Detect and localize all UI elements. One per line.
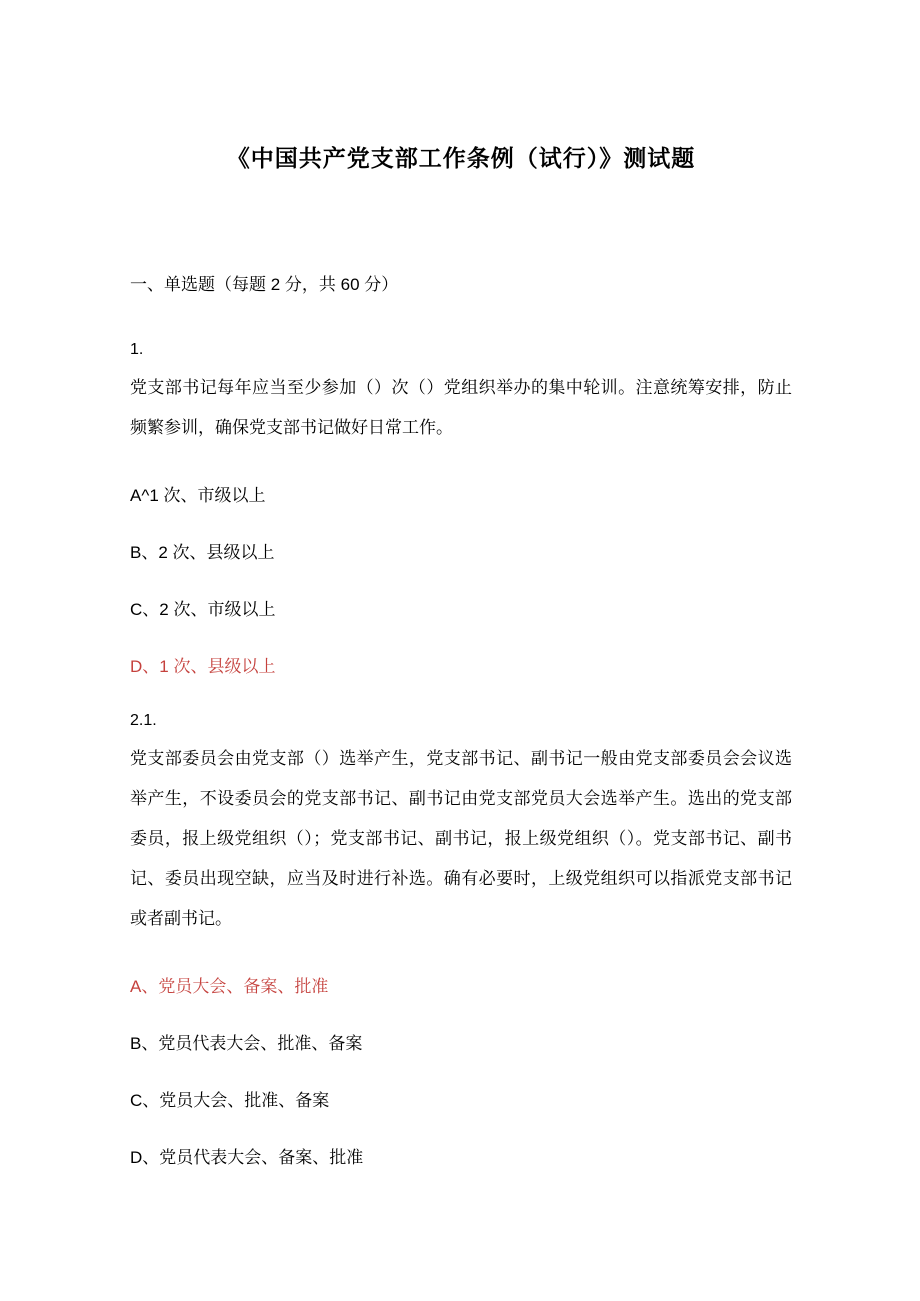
document-page [130,0,792,1168]
question-1-option-c: C、2 次、市级以上 [130,600,276,619]
question-1-option-b: B、2 次、县级以上 [130,543,275,562]
question-1 [130,340,792,677]
question-1-number: 1. [130,341,144,358]
question-2 [130,711,792,1168]
question-1-option-d: D、1 次、县级以上 [130,657,276,676]
question-2-option-a: A、党员大会、备案、批准 [130,977,329,996]
document-title: 《中国共产党支部工作条例（试行）》测试题 [226,146,696,171]
question-2-text: 党支部委员会由党支部（）选举产生，党支部书记、副书记一般由党支部委员会会议选举产生，不设委员会的党支部书记、副书记由党支部党员大会选举产生。选出的党支部委员，报上级党组织（）；党支部书记、副书记，报上级党组织（）。党支部书记、副书记、委员出现空缺，应当及时进行补选。确有必要时，上级党组织可以指派党支部书记或者副书记。 [130,749,792,928]
question-2-option-c: C、党员大会、批准、备案 [130,1091,330,1110]
question-2-number: 2.1. [130,712,157,729]
section-heading: 一、单选题（每题 2 分，共 60 分） [130,275,399,294]
question-2-option-b: B、党员代表大会、批准、备案 [130,1034,363,1053]
question-1-text: 党支部书记每年应当至少参加（）次（）党组织举办的集中轮训。注意统筹安排，防止频繁参训，确保党支部书记做好日常工作。 [130,378,792,437]
question-1-option-a: A^1 次、市级以上 [130,486,266,505]
question-2-option-d: D、党员代表大会、备案、批准 [130,1148,364,1167]
